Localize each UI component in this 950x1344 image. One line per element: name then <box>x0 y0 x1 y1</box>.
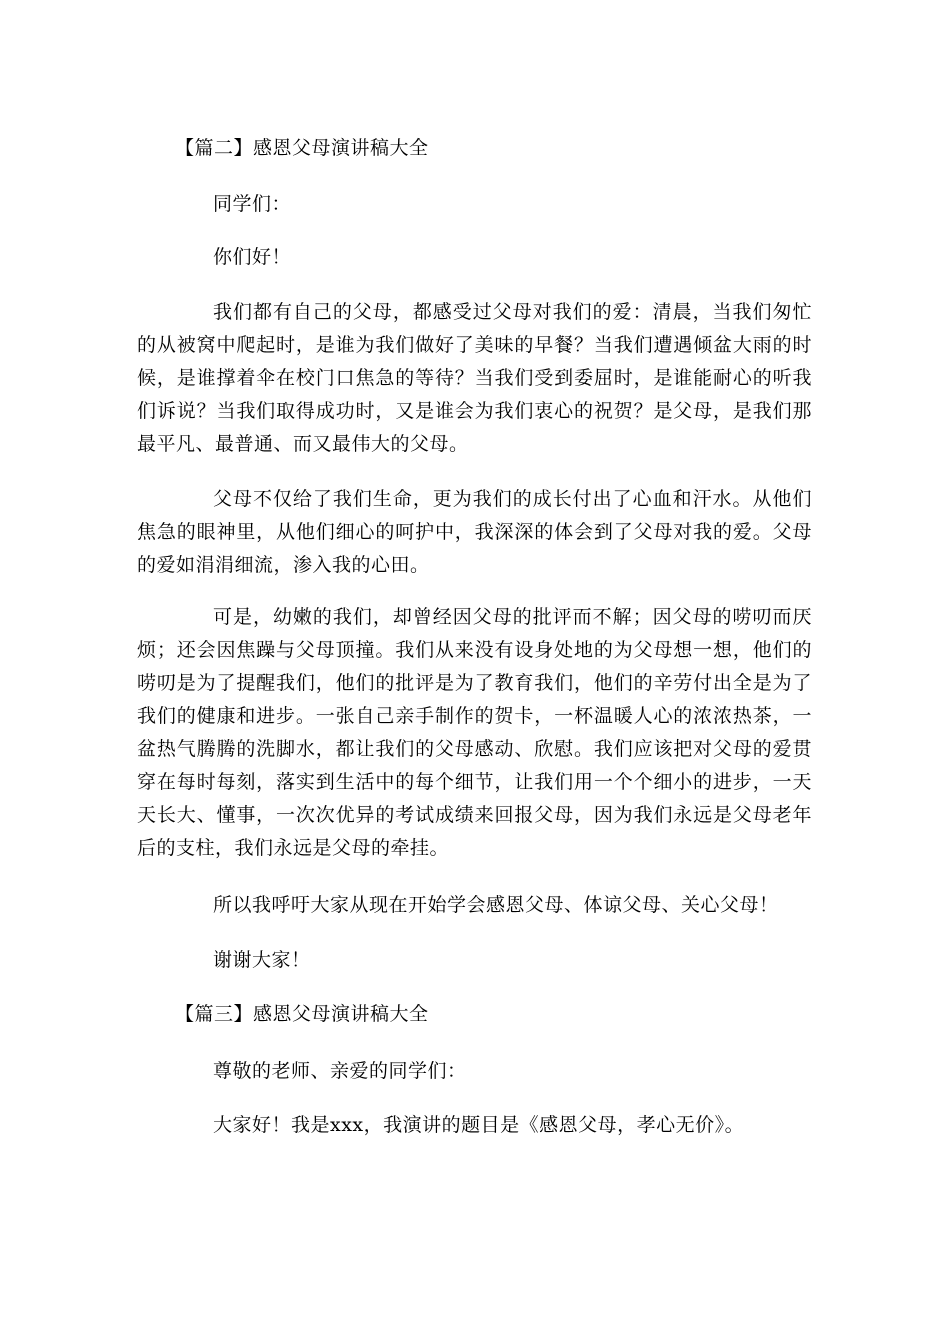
salutation: 同学们： <box>213 193 292 215</box>
closing-appeal: 所以我呼吁大家从现在开始学会感恩父母、体谅父母、关心父母！ <box>213 894 779 916</box>
greeting-3: 大家好！我是xxx，我演讲的题目是《感恩父母，孝心无价》。 <box>213 1114 745 1136</box>
paragraph-1: 我们都有自己的父母，都感受过父母对我们的爱：清晨，当我们匆忙的从被窝中爬起时，是谁为我们做好了美味的早餐？当我们遭遇倾盆大雨的时候，是谁撑着伞在校门口焦急的等待？当我们受到委屈时，是谁能耐心的听我们诉说？当我们取得成功时，又是谁会为我们衷心的祝贺？是父母，是我们那最平凡、最普通、而又最伟大的父母。 <box>137 301 812 455</box>
thanks: 谢谢大家！ <box>213 949 311 971</box>
greeting: 你们好！ <box>213 246 292 268</box>
section-heading-2: 【篇二】感恩父母演讲稿大全 <box>175 137 429 159</box>
section-heading-3: 【篇三】感恩父母演讲稿大全 <box>175 1003 429 1025</box>
paragraph-3: 可是，幼嫩的我们，却曾经因父母的批评而不解；因父母的唠叨而厌烦；还会因焦躁与父母顶撞。我们从来没有设身处地的为父母想一想，他们的唠叨是为了提醒我们，他们的批评是为了教育我们，他们的辛劳付出全是为了我们的健康和进步。一张自己亲手制作的贺卡，一杯温暖人心的浓浓热茶，一盆热气腾腾的洗脚水，都让我们的父母感动、欣慰。我们应该把对父母的爱贯穿在每时每刻，落实到生活中的每个细节，让我们用一个个细小的进步，一天天长大、懂事，一次次优异的考试成绩来回报父母，因为我们永远是父母老年后的支柱，我们永远是父母的牵挂。 <box>137 606 812 859</box>
paragraph-2: 父母不仅给了我们生命，更为我们的成长付出了心血和汗水。从他们焦急的眼神里，从他们细心的呵护中，我深深的体会到了父母对我的爱。父母的爱如涓涓细流，渗入我的心田。 <box>137 488 812 576</box>
salutation-3: 尊敬的老师、亲爱的同学们： <box>213 1060 467 1082</box>
